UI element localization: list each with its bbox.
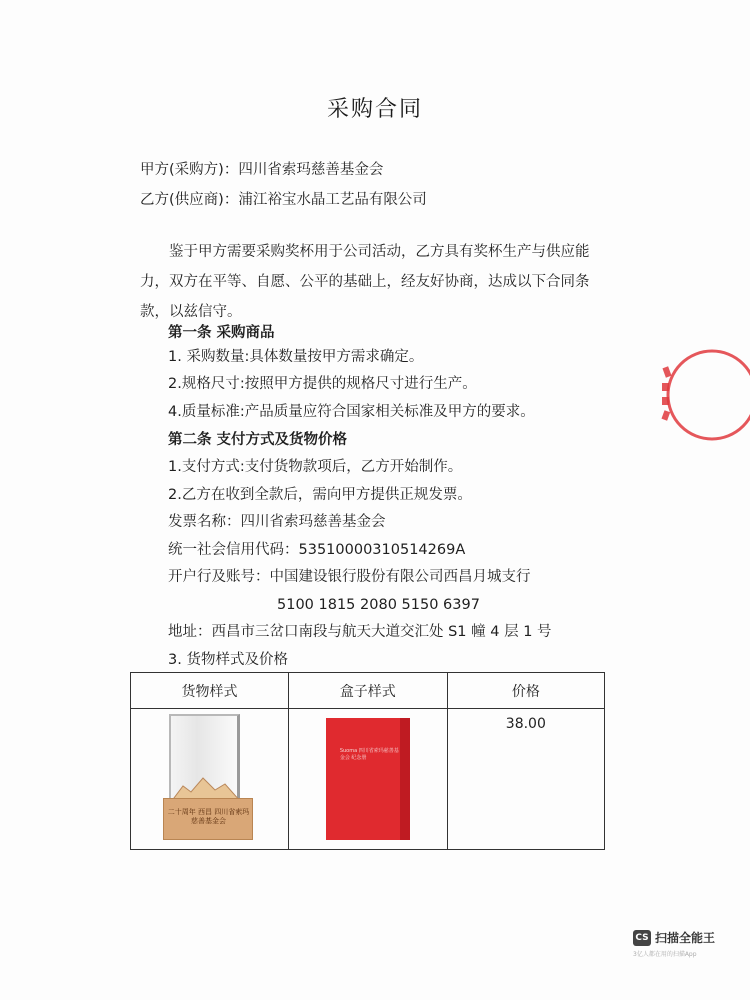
trophy-base [163, 798, 253, 840]
seal-stamp-icon [650, 345, 750, 445]
header-box: 盒子样式 [288, 673, 447, 709]
article2-item: 1.支付方式:支付货物款项后，乙方开始制作。 [168, 459, 463, 475]
trophy-image [163, 714, 255, 840]
account-number: 5100 1815 2080 5150 6397 [277, 597, 480, 613]
trophy-engraving: 二十周年 西昌 四川省索玛慈善基金会 [167, 808, 250, 825]
header-goods: 货物样式 [131, 673, 289, 709]
intro-paragraph: 鉴于甲方需要采购奖杯用于公司活动，乙方具有奖杯生产与供应能力，双方在平等、自愿、公平的基础上，经友好协商，达成以下合同条款，以兹信守。 [140, 244, 590, 320]
box-image-cell [288, 709, 447, 850]
watermark-subtitle: 3亿人都在用的扫描App [633, 951, 697, 958]
article1-item: 4.质量标准:产品质量应符合国家相关标准及甲方的要求。 [168, 404, 535, 420]
price-value: 38.00 [505, 716, 546, 732]
gift-box-image [326, 718, 410, 840]
goods-table [130, 672, 605, 850]
credit-code: 统一社会信用代码：53510000310514269A [168, 542, 466, 558]
table-header-row [131, 673, 605, 709]
page-title: 采购合同 [326, 97, 423, 122]
party-a: 甲方(采购方)：四川省索玛慈善基金会 [140, 162, 384, 178]
price-cell [447, 709, 604, 850]
party-b: 乙方(供应商)：浦江裕宝水晶工艺品有限公司 [140, 192, 427, 208]
article1-item: 2.规格尺寸:按照甲方提供的规格尺寸进行生产。 [168, 376, 477, 392]
section3-heading: 3. 货物样式及价格 [168, 652, 288, 668]
box-logo-text: Suoma 四川省索玛慈善基金会 纪念册 [339, 748, 399, 761]
address: 地址：西昌市三岔口南段与航天大道交汇处 S1 幢 4 层 1 号 [168, 624, 552, 640]
article2-item: 2.乙方在收到全款后，需向甲方提供正规发票。 [168, 487, 472, 503]
scanner-watermark [633, 930, 733, 964]
cs-logo-icon: CS [633, 930, 651, 946]
invoice-name: 发票名称：四川省索玛慈善基金会 [168, 514, 386, 530]
watermark-name: 扫描全能王 [655, 931, 716, 945]
table-row [131, 709, 605, 850]
bank-info: 开户行及账号：中国建设银行股份有限公司西昌月城支行 [168, 569, 531, 585]
header-price: 价格 [447, 673, 604, 709]
box-shade [400, 718, 410, 840]
article1-item: 1. 采购数量:具体数量按甲方需求确定。 [168, 349, 424, 365]
goods-image-cell [131, 709, 289, 850]
article1-heading: 第一条 采购商品 [168, 325, 275, 341]
article2-heading: 第二条 支付方式及货物价格 [168, 432, 348, 448]
